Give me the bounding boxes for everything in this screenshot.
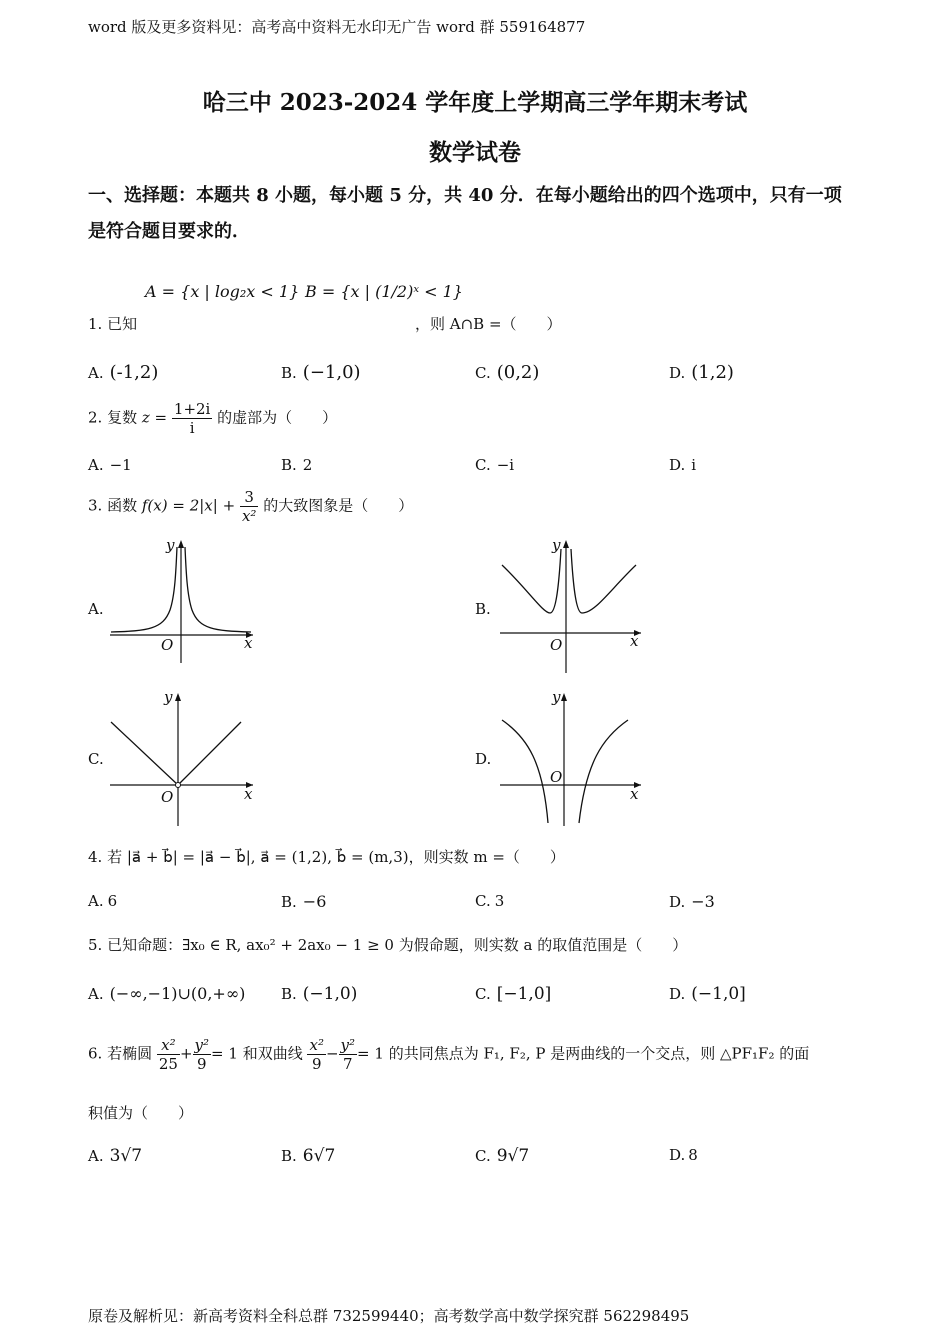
q2-numerator: 1+2i <box>173 400 211 418</box>
q6-frac-1 <box>157 1036 180 1073</box>
q3-fraction <box>240 488 258 525</box>
q3-suffix: 的大致图象是（ ） <box>263 496 414 515</box>
q3-func: f(x) = 2|x| + <box>141 496 236 515</box>
option-value: −3 <box>691 892 715 911</box>
numerator: x² <box>309 1036 324 1054</box>
q2-option-a[interactable] <box>88 456 132 474</box>
q2-denominator: i <box>189 419 195 437</box>
q6-option-d[interactable] <box>669 1146 698 1164</box>
option-value: 2 <box>302 456 313 474</box>
q2-z: z = <box>141 408 168 427</box>
minus-sign: − <box>325 1044 339 1063</box>
origin-label: O <box>550 636 563 654</box>
q6-stem-cont: 积值为（ ） <box>88 1104 194 1122</box>
q3-graph-c <box>108 688 258 828</box>
numerator: x² <box>157 1036 180 1055</box>
option-value: 8 <box>688 1146 698 1164</box>
q1-prefix: 1. 已知 <box>88 315 138 333</box>
q6-option-a[interactable] <box>88 1146 142 1166</box>
q2-suffix: 的虚部为（ ） <box>217 408 338 427</box>
page-footer: 原卷及解析见：新高考资料全科总群 732599440；高考数学高中数学探究群 562298495 <box>88 1307 690 1325</box>
denominator: 7 <box>343 1055 353 1073</box>
q2-option-b[interactable] <box>281 456 312 474</box>
q4-stem: 4. 若 |a⃗ + b⃗| = |a⃗ − b⃗|, a⃗ = (1,2), b⃗ = (m,3)，则实数 m =（ ） <box>88 848 565 866</box>
q6-eq1: = 1 和双曲线 <box>211 1044 303 1063</box>
option-label: D. <box>669 1146 686 1164</box>
q1-option-b[interactable] <box>281 362 361 383</box>
option-label: B. <box>281 364 297 382</box>
q3-stem <box>88 488 413 525</box>
option-label: D. <box>669 985 686 1003</box>
q3-option-a[interactable]: A. <box>88 600 104 618</box>
q6-stem <box>88 1036 809 1073</box>
denominator: 9 <box>197 1055 207 1073</box>
option-value: (0,2) <box>496 362 540 383</box>
option-value: 3√7 <box>109 1146 143 1166</box>
denominator: 9 <box>311 1055 322 1073</box>
q6-frac-4 <box>339 1036 358 1073</box>
option-value: 3 <box>494 892 505 910</box>
origin-label: O <box>161 788 174 806</box>
numerator: y² <box>194 1036 210 1054</box>
option-value: (−∞,−1)∪(0,+∞) <box>109 984 246 1003</box>
option-label: A. <box>88 456 104 474</box>
option-value: i <box>691 456 697 474</box>
option-label: C. <box>475 456 491 474</box>
page-header: word 版及更多资料见：高考高中资料无水印无广告 word 群 559164877 <box>88 18 586 36</box>
q1-tail: ，则 A∩B =（ ） <box>415 315 562 333</box>
axis-label-y: y <box>166 536 175 554</box>
option-label: A. <box>88 364 104 382</box>
q2-fraction <box>172 400 212 437</box>
option-label: C. <box>475 1147 491 1165</box>
axis-label-x: x <box>630 785 639 803</box>
q1-option-a[interactable] <box>88 362 158 383</box>
exam-subtitle: 数学试卷 <box>429 139 521 166</box>
q3-option-b[interactable]: B. <box>475 600 491 618</box>
option-label: D. <box>669 456 686 474</box>
option-label: B. <box>281 1147 297 1165</box>
option-value: 6 <box>107 892 118 910</box>
axis-label-x: x <box>244 634 253 652</box>
q1-option-d[interactable] <box>669 362 734 383</box>
q4-option-d[interactable] <box>669 892 715 911</box>
axis-label-x: x <box>630 632 639 650</box>
denominator: 25 <box>158 1055 178 1073</box>
origin-label: O <box>161 636 174 654</box>
q5-option-d[interactable] <box>669 984 746 1004</box>
section-heading-cont: 是符合题目要求的． <box>88 221 250 242</box>
option-value: 6√7 <box>302 1146 336 1166</box>
q6-option-c[interactable] <box>475 1146 529 1166</box>
option-label: A. <box>88 892 104 910</box>
q3-graph-b <box>498 535 648 675</box>
q6-option-b[interactable] <box>281 1146 335 1166</box>
axis-label-y: y <box>164 688 173 706</box>
option-label: D. <box>669 893 686 911</box>
q3-prefix: 3. 函数 <box>88 496 138 515</box>
q2-stem <box>88 400 337 437</box>
q1-set-b: B = {x | (1/2)ˣ < 1} <box>305 282 463 301</box>
q3-option-c[interactable]: C. <box>88 750 104 768</box>
option-label: C. <box>475 892 491 910</box>
q6-prefix: 6. 若椭圆 <box>88 1044 153 1063</box>
option-label: B. <box>281 893 297 911</box>
q3-numerator: 3 <box>240 488 258 507</box>
q2-option-c[interactable] <box>475 456 514 474</box>
option-value: (−1,0] <box>691 984 746 1004</box>
q6-rest: = 1 的共同焦点为 F₁, F₂, P 是两曲线的一个交点，则 △PF₁F₂ 的面 <box>357 1044 810 1063</box>
exam-title: 哈三中 2023-2024 学年度上学期高三学年期末考试 <box>202 89 748 116</box>
q3-denominator: x² <box>241 507 257 525</box>
option-value: 9√7 <box>496 1146 530 1166</box>
option-label: B. <box>281 985 297 1003</box>
axis-label-y: y <box>552 688 561 706</box>
q3-graph-d <box>498 688 648 828</box>
option-value: −1 <box>109 456 132 474</box>
q4-option-b[interactable] <box>281 892 326 911</box>
numerator: y² <box>340 1036 356 1054</box>
q4-option-c[interactable] <box>475 892 504 910</box>
q3-option-d[interactable]: D. <box>475 750 492 768</box>
option-value: (−1,0) <box>302 984 358 1004</box>
option-label: A. <box>88 985 104 1003</box>
q5-stem: 5. 已知命题：∃x₀ ∈ R, ax₀² + 2ax₀ − 1 ≥ 0 为假命题，则实数 a 的取值范围是（ ） <box>88 936 688 954</box>
plus-sign: + <box>179 1044 193 1063</box>
q6-frac-3 <box>307 1036 325 1073</box>
q1-option-c[interactable] <box>475 362 539 383</box>
option-label: A. <box>88 1147 104 1165</box>
option-label: D. <box>669 364 686 382</box>
option-value: [−1,0] <box>496 984 552 1004</box>
option-value: (1,2) <box>691 362 734 383</box>
q5-option-b[interactable] <box>281 984 357 1004</box>
q1-set-a: A = {x | log₂x < 1} <box>145 282 300 301</box>
q5-option-c[interactable] <box>475 984 551 1004</box>
option-label: C. <box>475 985 491 1003</box>
q4-option-a[interactable] <box>88 892 117 910</box>
option-value: (-1,2) <box>109 362 159 383</box>
origin-label: O <box>550 768 563 786</box>
q6-frac-2 <box>193 1036 212 1073</box>
axis-label-y: y <box>552 536 561 554</box>
axis-label-x: x <box>244 785 253 803</box>
q2-prefix: 2. 复数 <box>88 408 138 427</box>
option-value: −6 <box>302 892 327 911</box>
option-label: C. <box>475 364 491 382</box>
option-label: B. <box>281 456 297 474</box>
section-heading: 一、选择题：本题共 8 小题，每小题 5 分，共 40 分．在每小题给出的四个选项中，只有一项 <box>88 185 842 206</box>
option-value: (−1,0) <box>302 362 361 383</box>
q2-option-d[interactable] <box>669 456 696 474</box>
q3-graph-a <box>108 535 258 665</box>
option-value: −i <box>496 456 515 474</box>
q5-option-a[interactable] <box>88 984 245 1003</box>
